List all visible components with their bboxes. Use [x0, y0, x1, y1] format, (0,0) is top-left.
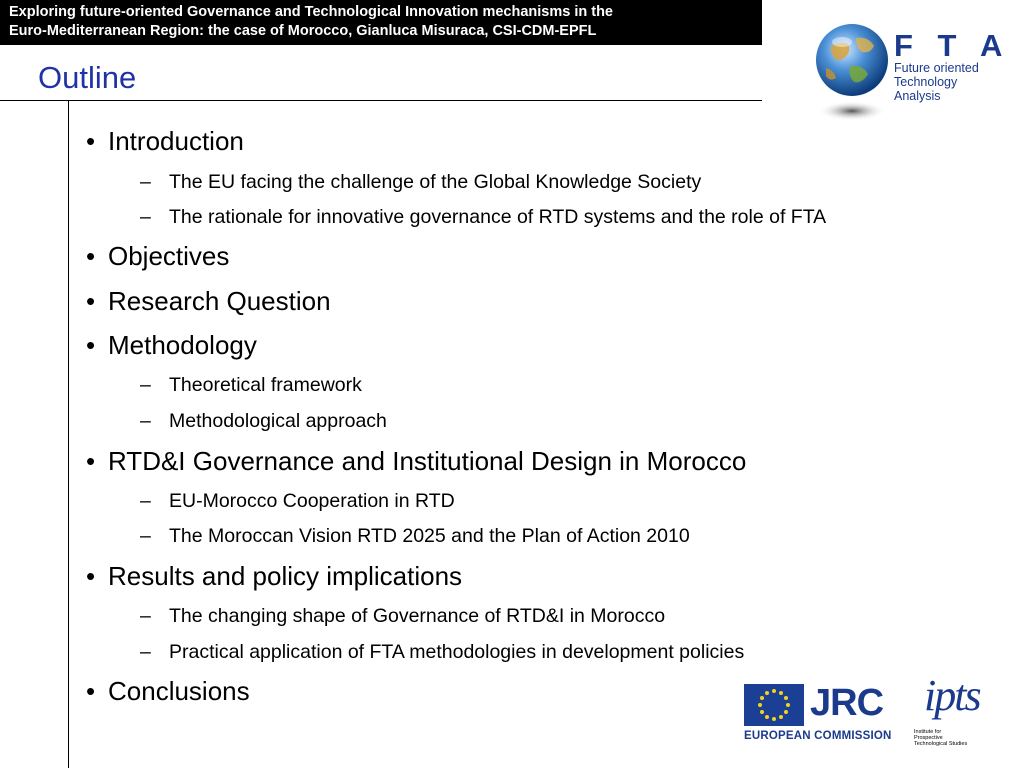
outline-item-methodology	[86, 330, 257, 360]
european-commission-label: EUROPEAN COMMISSION	[744, 730, 892, 742]
jrc-wordmark: JRC	[810, 682, 884, 724]
outline-item-research-question	[86, 286, 331, 316]
outline-subitem	[140, 604, 665, 628]
ipts-subtitle-line: Prospective	[914, 735, 943, 741]
outline-item-results	[86, 561, 462, 591]
outline-item-label: Results and policy implications	[108, 561, 463, 591]
outline-item-conclusions	[86, 676, 250, 706]
outline-item-objectives	[86, 241, 229, 271]
globe-icon	[812, 18, 892, 126]
slide-title: Outline	[38, 60, 137, 95]
bullet-glyph: •	[86, 330, 96, 360]
outline-subitem-label: Practical application of FTA methodologies in development policies	[169, 641, 745, 663]
fta-wordmark: F T A	[894, 28, 1011, 63]
outline-subitem-label: The rationale for innovative governance of RTD systems and the role of FTA	[169, 206, 827, 228]
outline-subitem	[140, 524, 690, 548]
fta-subtitle-line: Analysis	[894, 89, 941, 103]
bullet-glyph: •	[86, 676, 96, 706]
dash-glyph: –	[140, 410, 151, 432]
outline-item-label: Research Question	[108, 286, 331, 316]
outline-subitem	[140, 489, 455, 513]
ipts-wordmark: ipts	[924, 671, 980, 720]
outline-subitem	[140, 205, 826, 229]
bullet-glyph: •	[86, 126, 96, 156]
ipts-subtitle	[914, 729, 967, 747]
fta-subtitle-line: Future oriented	[894, 61, 979, 75]
ipts-logo	[912, 671, 1002, 752]
ipts-subtitle-line: Institute for	[914, 729, 942, 735]
outline-subitem	[140, 640, 744, 664]
fta-subtitle	[894, 61, 979, 103]
bullet-glyph: •	[86, 286, 96, 316]
dash-glyph: –	[140, 605, 151, 627]
outline-item-introduction	[86, 126, 244, 156]
dash-glyph: –	[140, 171, 151, 193]
outline-item-label: Conclusions	[108, 676, 250, 706]
dash-glyph: –	[140, 641, 151, 663]
outline-subitem-label: The EU facing the challenge of the Global Knowledge Society	[169, 171, 702, 193]
dash-glyph: –	[140, 374, 151, 396]
outline-item-label: Introduction	[108, 126, 244, 156]
outline-subitem	[140, 373, 362, 397]
outline-item-label: Objectives	[108, 241, 230, 271]
header-line-2: Euro-Mediterranean Region: the case of Morocco, Gianluca Misuraca, CSI-CDM-EPFL	[9, 23, 597, 39]
outline-subitem-label: The Moroccan Vision RTD 2025 and the Plan of Action 2010	[169, 525, 690, 547]
fta-subtitle-line: Technology	[894, 75, 958, 89]
jrc-logo	[744, 682, 892, 746]
eu-flag-icon	[744, 684, 804, 726]
dash-glyph: –	[140, 525, 151, 547]
outline-item-label: RTD&I Governance and Institutional Design in Morocco	[108, 446, 747, 476]
outline-item-rtdi-governance	[86, 446, 746, 476]
bullet-glyph: •	[86, 241, 96, 271]
dash-glyph: –	[140, 206, 151, 228]
ipts-subtitle-line: Technological Studies	[914, 741, 968, 747]
bullet-glyph: •	[86, 446, 96, 476]
dash-glyph: –	[140, 490, 151, 512]
outline-subitem-label: EU-Morocco Cooperation in RTD	[169, 490, 455, 512]
outline-subitem-label: Methodological approach	[169, 410, 387, 432]
header-line-1: Exploring future-oriented Governance and Technological Innovation mechanisms in the	[9, 4, 613, 20]
bullet-glyph: •	[86, 561, 96, 591]
outline-subitem	[140, 170, 701, 194]
outline-item-label: Methodology	[108, 330, 257, 360]
fta-logo	[812, 18, 1011, 126]
outline-subitem-label: The changing shape of Governance of RTD&I in Morocco	[169, 605, 666, 627]
outline-subitem	[140, 409, 387, 433]
outline-subitem-label: Theoretical framework	[169, 374, 362, 396]
